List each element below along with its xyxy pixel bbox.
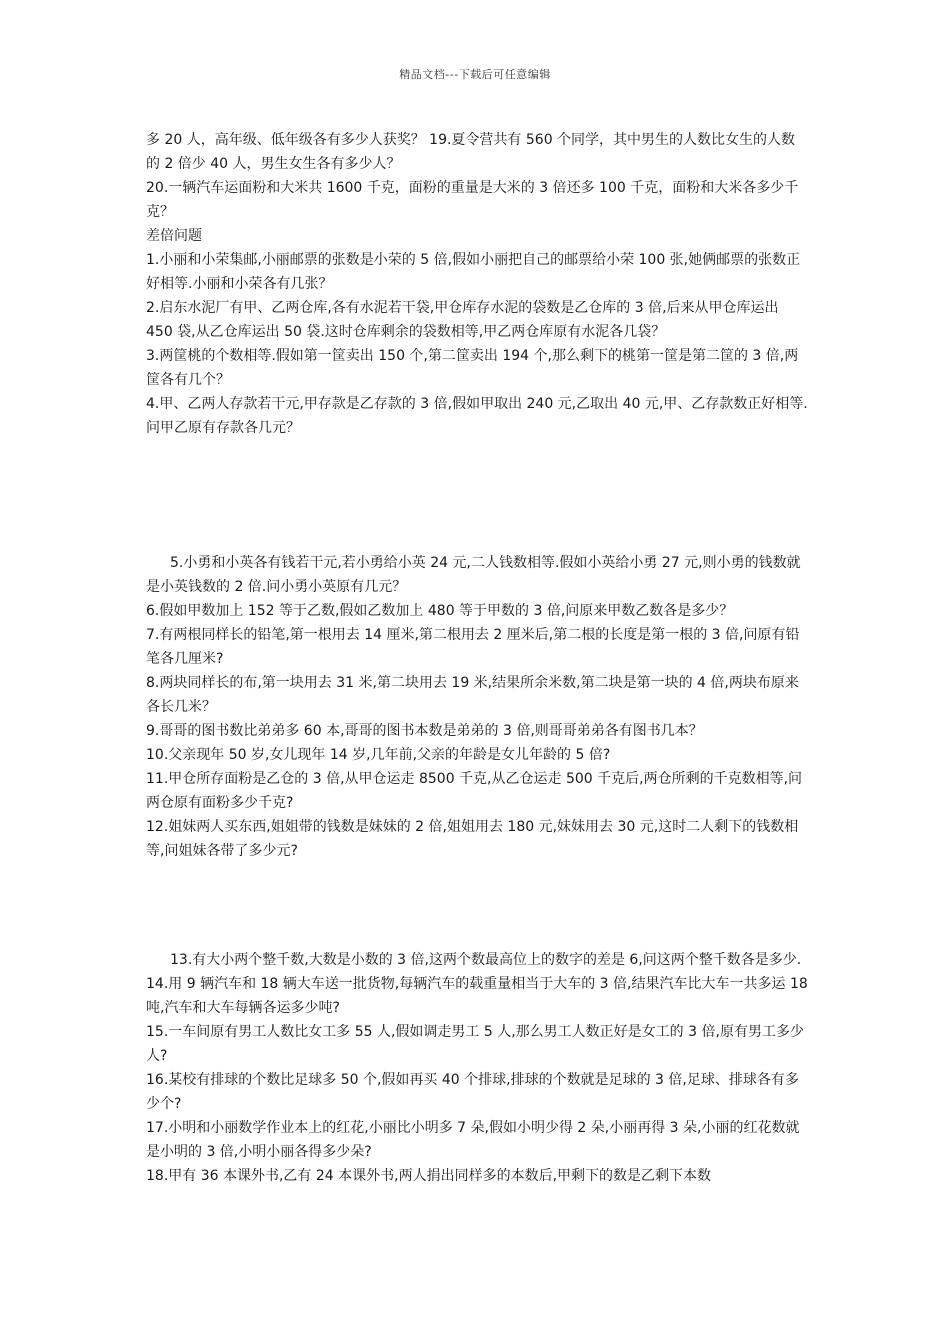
- text-block-3: [146, 948, 808, 1188]
- section-heading: 差倍问题: [146, 228, 202, 244]
- text-block-2: [146, 551, 808, 863]
- paragraph: 7.有两根同样长的铅笔,第一根用去 14 厘米,第二根用去 2 厘米后,第二根的长度是第一根的 3 倍,问原有铅笔各几厘米?: [146, 627, 800, 667]
- paragraph: 多 20 人，高年级、低年级各有多少人获奖？ 19.夏令营共有 560 个同学，其中男生的人数比女生的人数的 2 倍少 40 人，男生女生各有多少人？: [146, 132, 796, 172]
- paragraph: 2.启东水泥厂有甲、乙两仓库,各有水泥若干袋,甲仓库存水泥的袋数是乙仓库的 3 倍,后来从甲仓库运出 450 袋,从乙仓库运出 50 袋.这时仓库剩余的袋数相等,甲乙两仓库原有水泥各几袋？: [146, 300, 779, 340]
- paragraph: 18.甲有 36 本课外书,乙有 24 本课外书,两人捐出同样多的本数后,甲剩下的数是乙剩下本数: [146, 1168, 712, 1184]
- paragraph: 14.用 9 辆汽车和 18 辆大车送一批货物,每辆汽车的载重量相当于大车的 3 倍,结果汽车比大车一共多运 18 吨,汽车和大车每辆各运多少吨?: [146, 976, 808, 1016]
- paragraph: 17.小明和小丽数学作业本上的红花,小丽比小明多 7 朵,假如小明少得 2 朵,小丽再得 3 朵,小丽的红花数就是小明的 3 倍,小明小丽各得多少朵?: [146, 1120, 800, 1160]
- paragraph: 11.甲仓所存面粉是乙仓的 3 倍,从甲仓运走 8500 千克,从乙仓运走 500 千克后,两仓所剩的千克数相等,问两仓原有面粉多少千克?: [146, 771, 803, 811]
- paragraph: 9.哥哥的图书数比弟弟多 60 本,哥哥的图书本数是弟弟的 3 倍,则哥哥弟弟各有图书几本？: [146, 723, 703, 739]
- paragraph: 6.假如甲数加上 152 等于乙数,假如乙数加上 480 等于甲数的 3 倍,问原来甲数乙数各是多少？: [146, 603, 734, 619]
- paragraph: 1.小丽和小荣集邮,小丽邮票的张数是小荣的 5 倍,假如小丽把自己的邮票给小荣 100 张,她俩邮票的张数正好相等.小丽和小荣各有几张？: [146, 252, 801, 292]
- paragraph: 15.一车间原有男工人数比女工多 55 人,假如调走男工 5 人,那么男工人数正好是女工的 3 倍,原有男工多少人?: [146, 1024, 804, 1064]
- paragraph: 10.父亲现年 50 岁,女儿现年 14 岁,几年前,父亲的年龄是女儿年龄的 5 倍?: [146, 747, 611, 763]
- paragraph: 12.姐妹两人买东西,姐姐带的钱数是妹妹的 2 倍,姐姐用去 180 元,妹妹用去 30 元,这时二人剩下的钱数相等,问姐妹各带了多少元?: [146, 819, 799, 859]
- paragraph: 16.某校有排球的个数比足球多 50 个,假如再买 40 个排球,排球的个数就是足球的 3 倍,足球、排球各有多少个?: [146, 1072, 799, 1112]
- paragraph: 20.一辆汽车运面粉和大米共 1600 千克，面粉的重量是大米的 3 倍还多 100 千克，面粉和大米各多少千克？: [146, 180, 799, 220]
- paragraph: 13.有大小两个整千数,大数是小数的 3 倍,这两个数最高位上的数字的差是 6,问这两个整千数各是多少.: [170, 952, 802, 968]
- paragraph: 5.小勇和小英各有钱若干元,若小勇给小英 24 元,二人钱数相等.假如小英给小勇 27 元,则小勇的钱数就是小英钱数的 2 倍.问小勇小英原有几元？: [146, 555, 801, 595]
- text-block-1: [146, 128, 808, 440]
- paragraph: 4.甲、乙两人存款若干元,甲存款是乙存款的 3 倍,假如甲取出 240 元,乙取出 40 元,甲、乙存款数正好相等.问甲乙原有存款各几元？: [146, 396, 808, 436]
- page-header: 精品文档---下载后可任意编辑: [399, 68, 551, 81]
- paragraph: 3.两筐桃的个数相等.假如第一筐卖出 150 个,第二筐卖出 194 个,那么剩下的桃第一筐是第二筐的 3 倍,两筐各有几个？: [146, 348, 799, 388]
- paragraph: 8.两块同样长的布,第一块用去 31 米,第二块用去 19 米,结果所余米数,第二块是第一块的 4 倍,两块布原来各长几米？: [146, 675, 799, 715]
